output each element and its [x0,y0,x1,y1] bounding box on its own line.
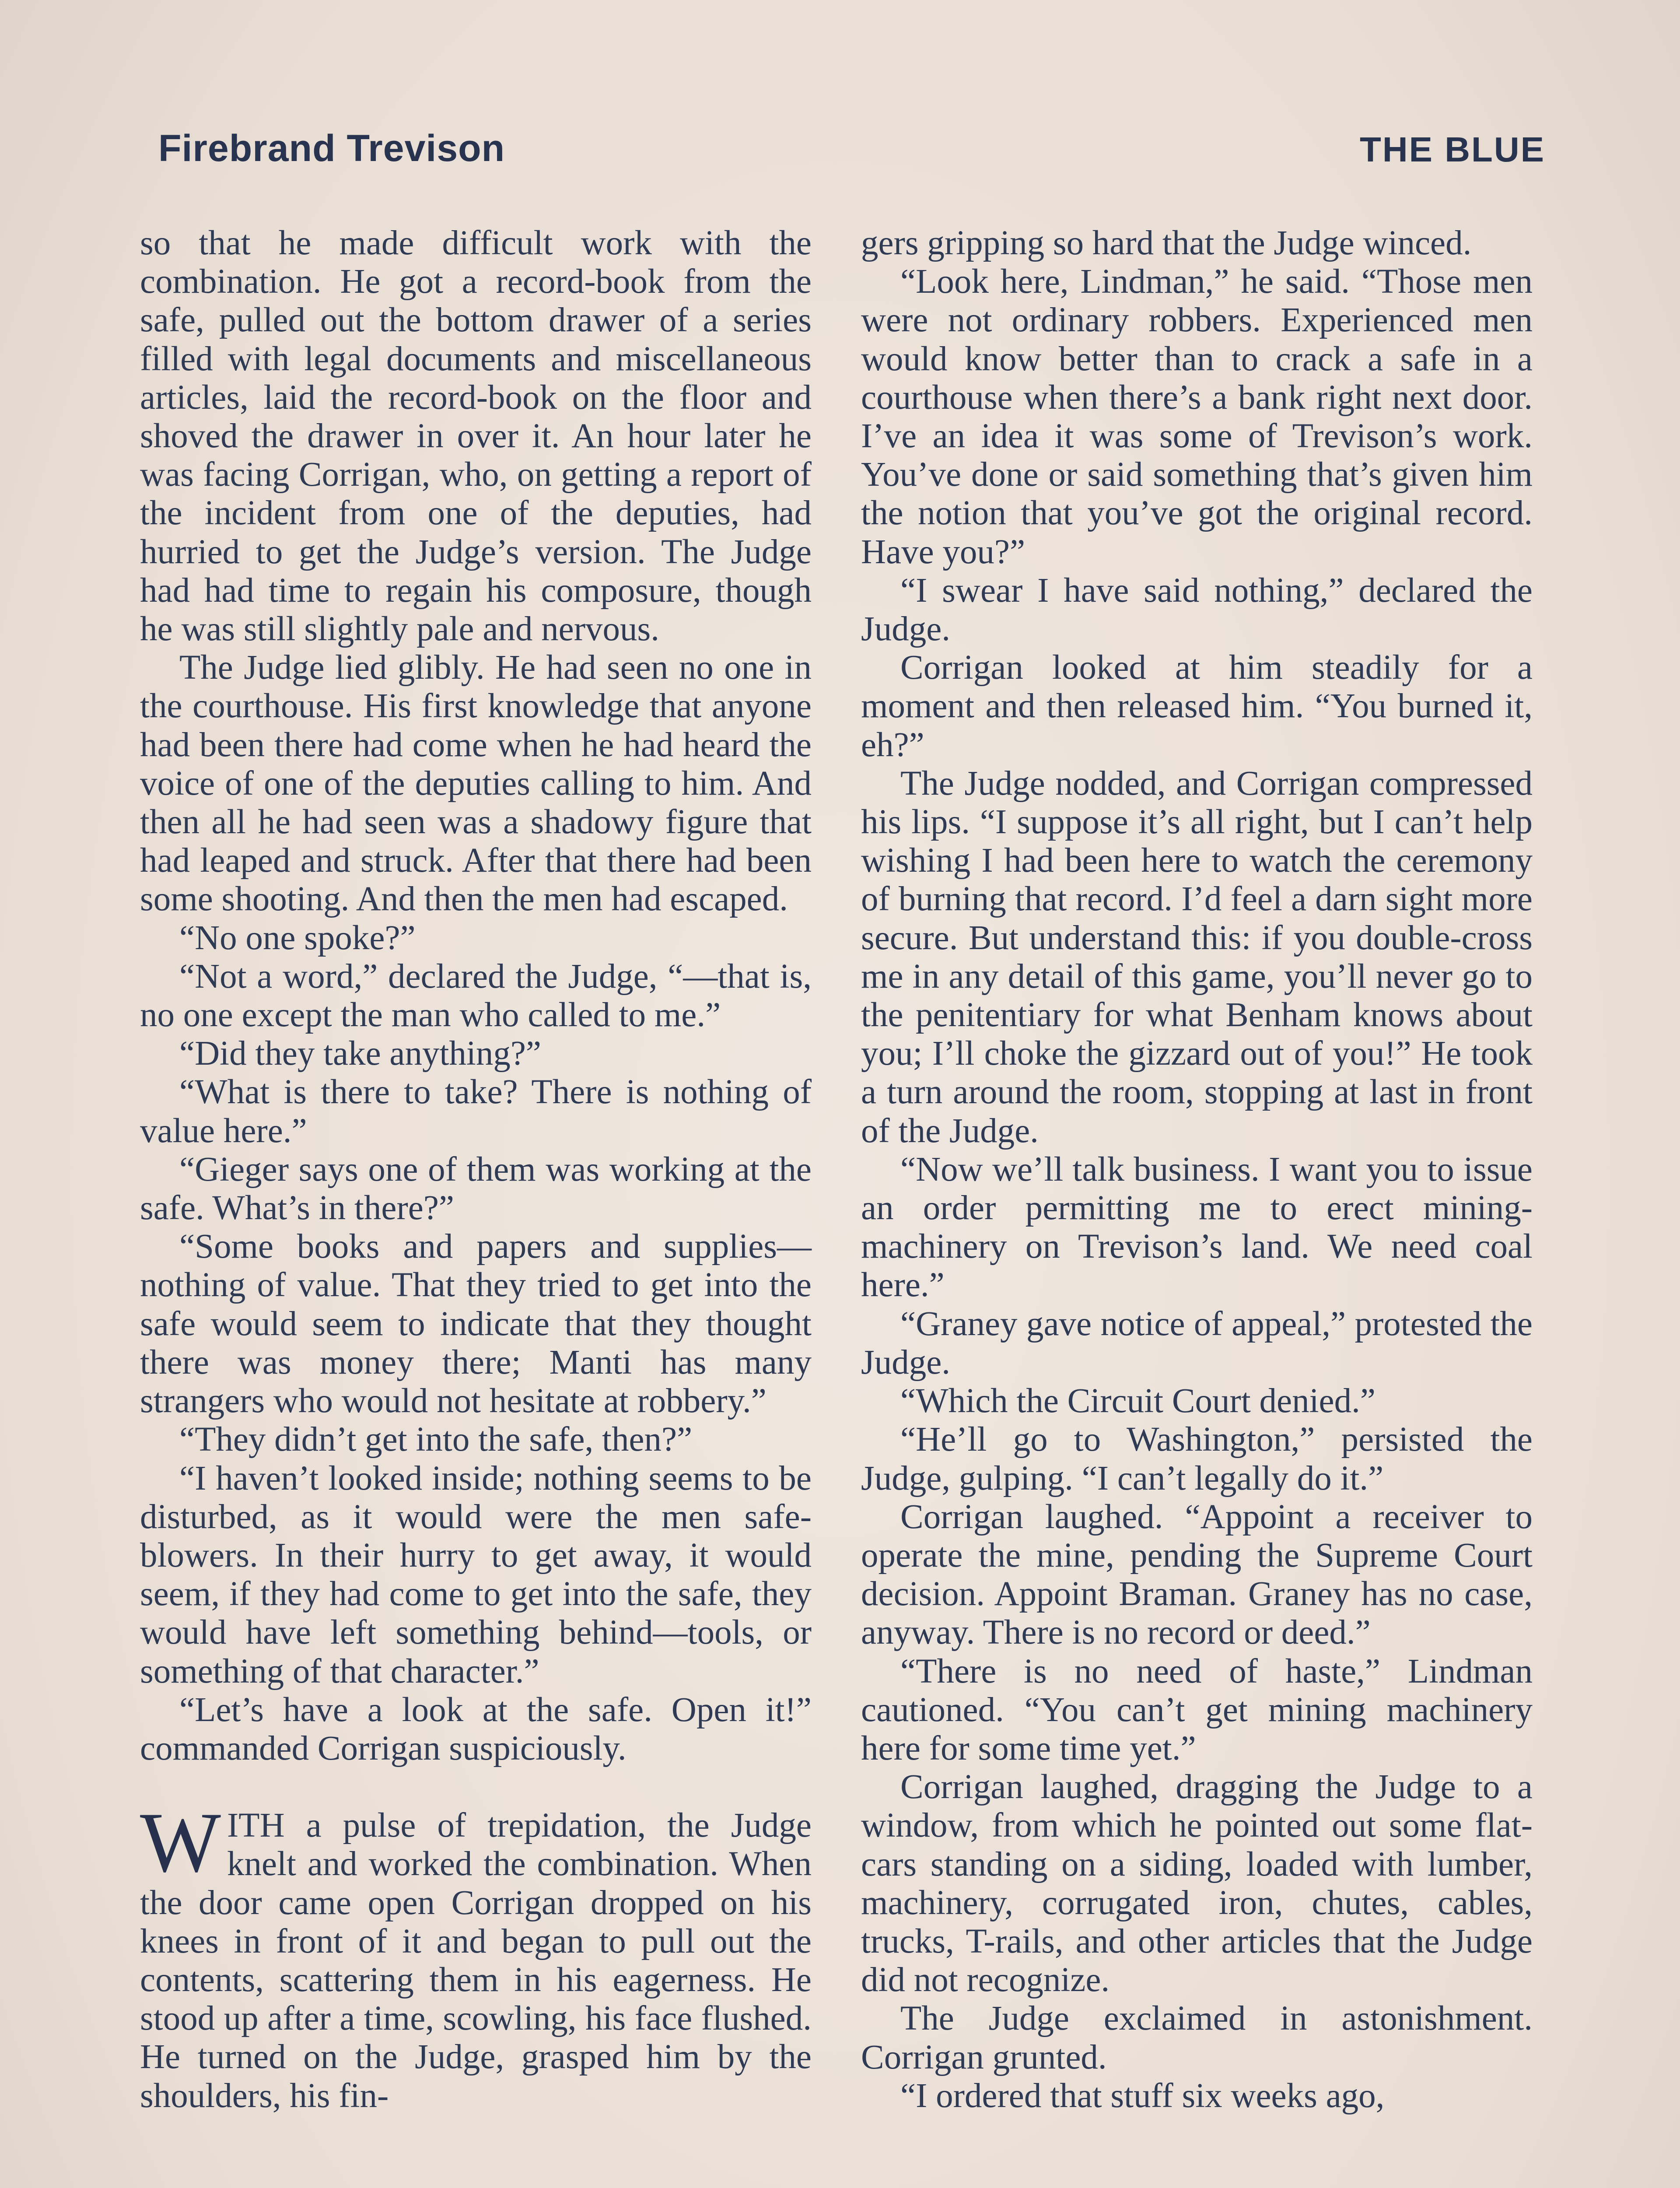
paragraph: Corrigan laughed, dragging the Judge to a window, from which he pointed out some flat-cars standing on a siding, loaded with lumber, machinery, corrugated iron, chutes, cables, trucks, T-rails, and other articles that the Judge did not recognize. [861,1768,1533,1999]
paragraph: The Judge lied glibly. He had seen no one in the courthouse. His first knowledge that anyone had been there had come when he had heard the voice of one of the deputies calling to him. And then all he had seen was a shadowy figure that had leaped and struck. After that there had been some shooting. And then the men had escaped. [140,649,812,919]
paragraph: “They didn’t get into the safe, then?” [179,1420,693,1459]
running-title: Firebrand Trevison [158,127,505,169]
paragraph: “What is there to take? There is nothing of value here.” [140,1073,812,1150]
paragraph: “Not a word,” declared the Judge, “—that is, no one except the man who called to me.” [140,957,812,1034]
paragraph: “Look here, Lindman,” he said. “Those men were not ordinary robbers. Experienced men would know better than to crack a safe in a courthouse when there’s a bank right next door. I’ve an idea it was some of Trevison’s work. You’ve done or said something that’s given him the notion that you’ve got the original record. Have you?” [861,263,1533,571]
paragraph: “Some books and papers and supplies—nothing of value. That they tried to get into the safe would seem to indicate that they thought there was money there; Manti has many strangers who would not hesitate at robbery.” [140,1227,812,1420]
paragraph: The Judge exclaimed in astonishment. Corrigan grunted. [861,1999,1533,2076]
paragraph: “Graney gave notice of appeal,” protested the Judge. [861,1304,1533,1382]
magazine-name: THE BLUE [1360,130,1545,169]
paragraph: gers gripping so hard that the Judge winced. [861,224,1472,262]
paragraph: Corrigan laughed. “Appoint a receiver to operate the mine, pending the Supreme Court decision. Appoint Braman. Graney has no case, anyway. There is no record or deed.” [861,1497,1533,1652]
paragraph: “Did they take anything?” [179,1034,541,1073]
paragraph: “Now we’ll talk business. I want you to issue an order permitting me to erect mining-machinery on Trevison’s land. We need coal here.” [861,1150,1533,1304]
left-column [140,224,812,2115]
paragraph: “Which the Circuit Court denied.” [900,1382,1376,1420]
paragraph: “Gieger says one of them was working at the safe. What’s in there?” [140,1150,812,1227]
paragraph: Corrigan looked at him steadily for a moment and then released him. “You burned it, eh?” [861,649,1533,764]
paragraph: “There is no need of haste,” Lindman cautioned. “You can’t get mining machinery here for some time yet.” [861,1652,1533,1767]
paragraph: so that he made difficult work with the combination. He got a record-book from the safe, pulled out the bottom drawer of a series filled with legal documents and miscellaneous articles, laid the record-book on the floor and shoved the drawer in over it. An hour later he was facing Corrigan, who, on getting a report of the incident from one of the deputies, had hurried to get the Judge’s version. The Judge had had time to regain his composure, though he was still slightly pale and nervous. [140,224,812,649]
paragraph: “He’ll go to Washington,” persisted the Judge, gulping. “I can’t legally do it.” [861,1420,1533,1497]
drop-cap: W [140,1795,221,1890]
paragraph: The Judge nodded, and Corrigan compressed his lips. “I suppose it’s all right, but I can’t help wishing I had been here to watch the ceremony of burning that record. I’d feel a darn sight more secure. But understand this: if you double-cross me in any detail of this game, you’ll never go to the penitentiary for what Benham knows about you; I’ll choke the gizzard out of you!” He took a turn around the room, stopping at last in front of the Judge. [861,764,1533,1150]
paragraph: “No one spoke?” [179,919,416,957]
section-text: ITH a pulse of trepidation, the Judge knelt and worked the combination. When the door came open Corrigan dropped on his knees in front of it and began to pull out the contents, scattering them in his eagerness. He stood up after a time, scowling, his face flushed. He turned on the Judge, grasped him by the shoulders, his fin- [140,1806,812,2115]
paragraph: “I haven’t looked inside; nothing seems to be disturbed, as it would were the men safe-blowers. In their hurry to get away, it would seem, if they had come to get into the safe, they would have left something behind—tools, or something of that character.” [140,1459,812,1690]
paragraph: “Let’s have a look at the safe. Open it!” commanded Corrigan suspiciously. [140,1690,812,1767]
section-paragraph [140,1795,812,2115]
paragraph: “I ordered that stuff six weeks ago, [900,2076,1385,2115]
paragraph: “I swear I have said nothing,” declared the Judge. [861,571,1533,649]
right-column [861,224,1533,2115]
